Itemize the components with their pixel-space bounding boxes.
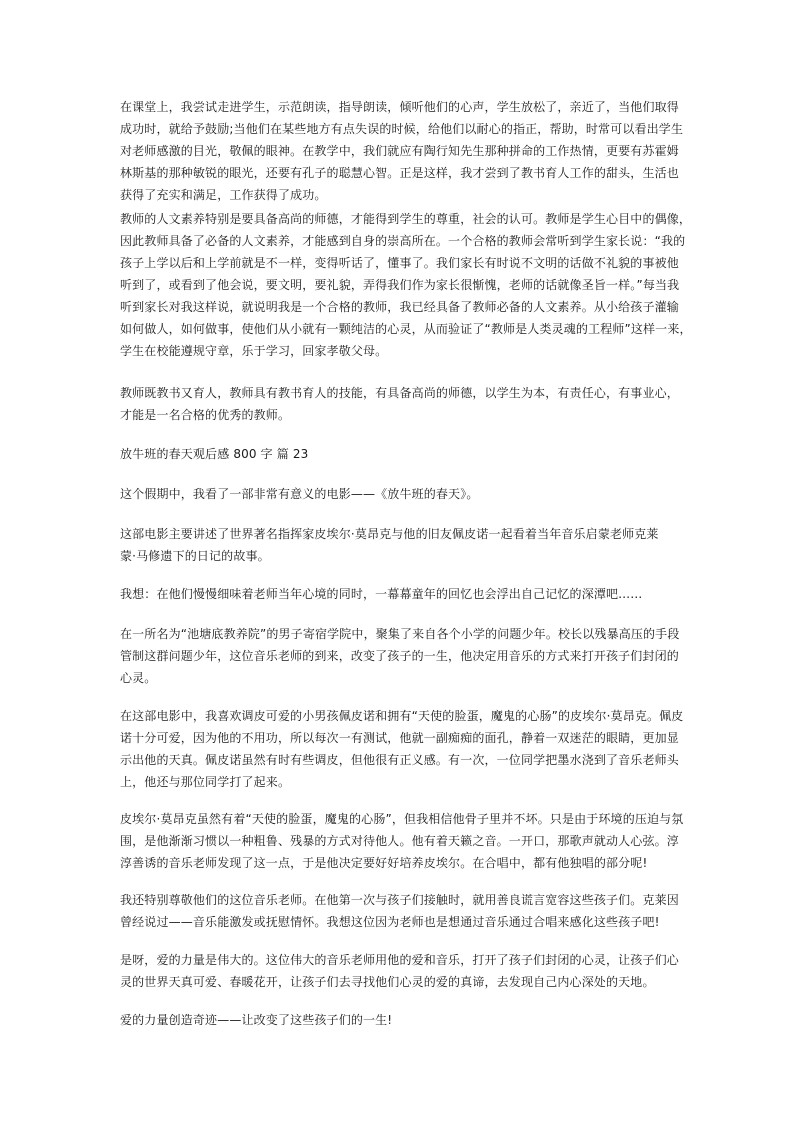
text-line: 爱的力量创造奇迹——让改变了这些孩子们的一生! xyxy=(120,1013,393,1027)
paragraph-pepinot xyxy=(120,705,684,793)
text-line: 孩子上学以后和上学前就是不一样，变得听话了，懂事了。我们家长有时说不文明的话做不礼貌的事被他 xyxy=(120,256,679,270)
paragraph-pierre xyxy=(120,808,684,874)
text-line: 获得了充实和满足，工作获得了成功。 xyxy=(120,188,327,202)
heading-line: 放牛班的春天观后感 800 字 篇 23 xyxy=(120,447,309,461)
text-line: 管制这群问题少年，这位音乐老师的到来，改变了孩子的一生，他决定用音乐的方式来打开孩子们封闭的 xyxy=(120,649,679,663)
text-line: 教师既教书又育人，教师具有教书育人的技能，有具备高尚的师德，以学生为本，有责任心，有事业心， xyxy=(120,386,679,400)
text-line: 在一所名为“池塘底教养院”的男子寄宿学院中，聚集了来自各个小学的问题少年。校长以残暴高压的手段 xyxy=(120,627,680,641)
text-line: 蒙·马修遗下的日记的故事。 xyxy=(120,549,270,563)
text-line: 这个假期中，我看了一部非常有意义的电影——《放牛班的春天》。 xyxy=(120,487,479,501)
text-line: 灵的世界天真可爱、春暖花开，让孩子们去寻找他们心灵的爱的真谛，去发现自己内心深处的天地。 xyxy=(120,975,655,989)
text-line: 我还特别尊敬他们的这位音乐老师。在他第一次与孩子们接触时，就用善良谎言宽容这些孩子们。克莱因 xyxy=(120,893,679,907)
text-line: 如何做人，如何做事，使他们从小就有一颗纯洁的心灵，从而验证了“教师是人类灵魂的工程师”这样一来， xyxy=(120,322,692,336)
text-line: 林斯基的那种敏锐的眼光，还要有孔子的聪慧心智。正是这样，我才尝到了教书育人工作的甜头，生活也 xyxy=(120,166,679,180)
text-line: 听到家长对我这样说，就说明我是一个合格的教师，我已经具备了教师必备的人文素养。从小给孩子灌输 xyxy=(120,300,679,314)
paragraph-film-summary xyxy=(120,523,680,567)
text-line: 成功时，就给予鼓励;当他们在某些地方有点失误的时候，给他们以耐心的指正，帮助，时常可以看出学生 xyxy=(120,122,684,136)
paragraph-holiday-film xyxy=(120,483,680,505)
text-line: 在课堂上，我尝试走进学生，示范朗读，指导朗读，倾听他们的心声，学生放松了，亲近了，当他们取得 xyxy=(120,100,679,114)
paragraph-thoughts xyxy=(120,583,680,605)
text-line: 示出他的天真。佩皮诺虽然有时有些调皮，但他很有正义感。有一次，一位同学把墨水浇到了音乐老师头 xyxy=(120,753,679,767)
text-line: 皮埃尔·莫昂克虽然有着“天使的脸蛋，魔鬼的心肠”，但我相信他骨子里并不坏。只是由于环境的压迫与氛 xyxy=(120,812,684,826)
text-line: 心灵。 xyxy=(120,671,157,685)
text-line: 曾经说过——音乐能激发或抚慰情怀。我想这位因为老师也是想通过音乐通过合唱来感化这些孩子吧! xyxy=(120,915,660,929)
text-line: 是呀，爱的力量是伟大的。这位伟大的音乐老师用他的爱和音乐，打开了孩子们封闭的心灵，让孩子们心 xyxy=(120,953,679,967)
paragraph-classroom xyxy=(120,96,684,206)
text-line: 这部电影主要讲述了世界著名指挥家皮埃尔·莫昂克与他的旧友佩皮诺一起看着当年音乐启蒙老师克莱 xyxy=(120,527,659,541)
text-line: 淳善诱的音乐老师发现了这一点，于是他决定要好好培养皮埃尔。在合唱中，都有他独唱的部分呢! xyxy=(120,856,648,870)
paragraph-humanities xyxy=(120,208,692,362)
text-line: 围，是他渐渐习惯以一种粗鲁、残暴的方式对待他人。他有着天籁之音。一开口，那歌声就动人心弦。淳 xyxy=(120,834,679,848)
paragraph-closing xyxy=(120,1009,680,1031)
text-line: 听到了，或看到了他会说，要文明，要礼貌，弄得我们作为家长很惭愧，老师的话就像圣旨一样。”每当我 xyxy=(120,278,680,292)
paragraph-music-teacher xyxy=(120,889,680,933)
text-line: 诺十分可爱，因为他的不用功，所以每次一有测试，他就一副痴痴的面孔，静着一双迷茫的眼睛，更加显 xyxy=(120,731,679,745)
text-line: 对老师感激的目光，敬佩的眼神。在教学中，我们就应有陶行知先生那种拼命的工作热情，更要有苏霍姆 xyxy=(120,144,679,158)
text-line: 才能是一名合格的优秀的教师。 xyxy=(120,408,291,422)
paragraph-power-of-love xyxy=(120,949,680,993)
text-line: 因此教师具备了必备的人文素养，才能感到自身的崇高所在。一个合格的教师会常听到学生家长说：“我的 xyxy=(120,234,686,248)
paragraph-teacher-summary xyxy=(120,382,680,426)
section-heading xyxy=(120,443,680,465)
text-line: 我想：在他们慢慢细味着老师当年心境的同时，一幕幕童年的回忆也会浮出自己记忆的深潭吧…… xyxy=(120,587,643,601)
text-line: 教师的人文素养特别是要具备高尚的师德，才能得到学生的尊重，社会的认可。教师是学生心目中的偶像， xyxy=(120,212,692,226)
text-line: 上，他还与那位同学打了起来。 xyxy=(120,775,291,789)
paragraph-school xyxy=(120,623,680,689)
text-line: 在这部电影中，我喜欢调皮可爱的小男孩佩皮诺和拥有“天使的脸蛋，魔鬼的心肠”的皮埃尔·莫昂克。佩皮 xyxy=(120,709,684,723)
text-line: 学生在校能遵规守章，乐于学习，回家孝敬父母。 xyxy=(120,344,388,358)
